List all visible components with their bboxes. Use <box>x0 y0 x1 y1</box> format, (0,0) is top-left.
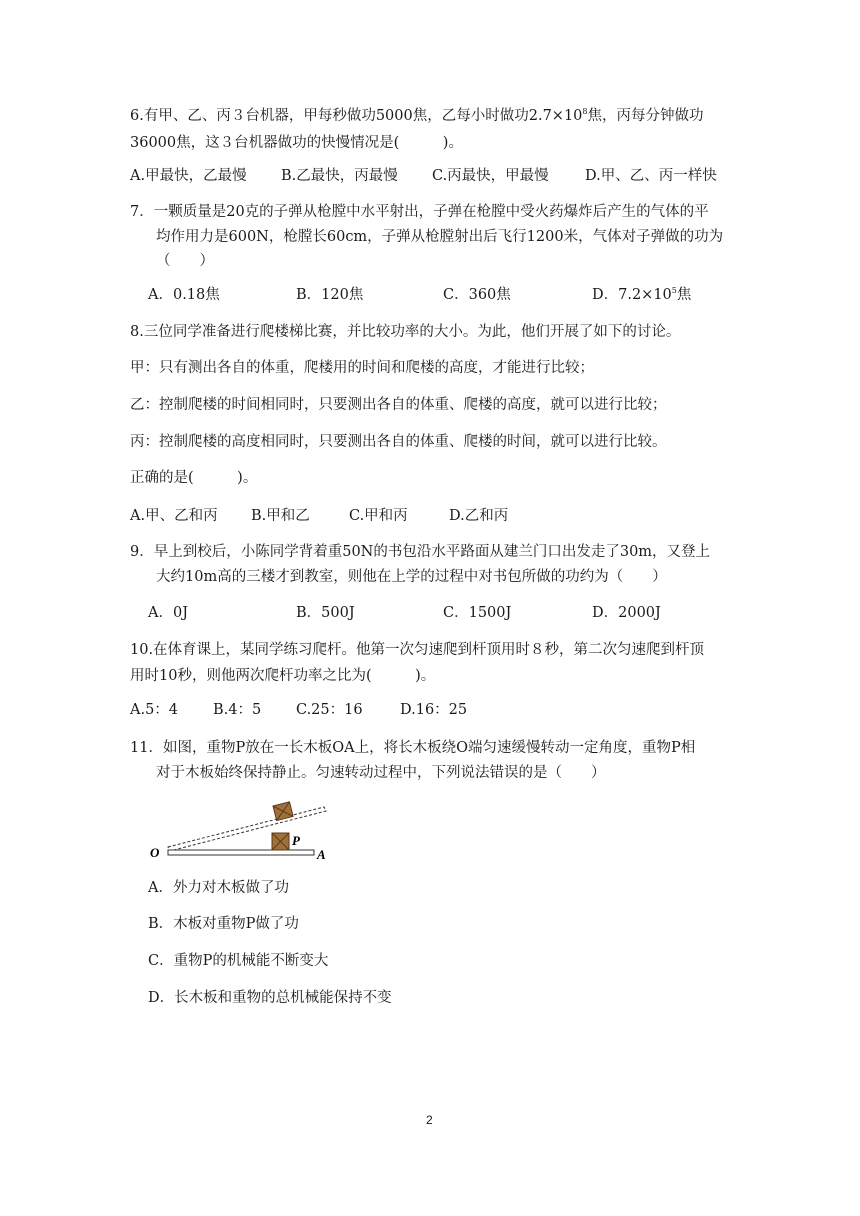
q6-option-c: C.丙最快，甲最慢 <box>432 168 549 184</box>
q8-line5: 正确的是( )。 <box>130 470 258 486</box>
q6-option-a: A.甲最快，乙最慢 <box>130 168 247 184</box>
q11-option-c: C．重物P的机械能不断变大 <box>148 953 329 969</box>
q8-option-b: B.甲和乙 <box>251 508 310 524</box>
label-a: A <box>317 847 326 862</box>
q7-option-d: D．$7.2\times 10^5$焦 <box>592 286 692 303</box>
q9-option-d: D．2000J <box>592 605 661 621</box>
q7-option-c: C．360焦 <box>443 287 511 303</box>
q9-option-c: C．1500J <box>443 605 512 621</box>
label-o: O <box>150 845 160 860</box>
q9-option-b: B．500J <box>296 605 355 621</box>
q10-line1: 10.在体育课上，某同学练习爬杆。他第一次匀速爬到杆顶用时８秒，第二次匀速爬到杆顶 <box>130 642 705 658</box>
q10-option-b: B.4：5 <box>213 702 262 718</box>
label-p: P <box>292 833 300 848</box>
board-oa <box>168 850 314 855</box>
q7-option-b: B．120焦 <box>296 287 364 303</box>
q8-option-d: D.乙和丙 <box>449 508 509 524</box>
q11-option-b: B．木板对重物P做了功 <box>148 916 299 932</box>
q8-line1: 8.三位同学准备进行爬楼梯比赛，并比较功率的大小。为此，他们开展了如下的讨论。 <box>130 324 681 340</box>
q11-line1: 11．如图，重物P放在一长木板OA上，将长木板绕O端匀速缓慢转动一定角度，重物P相 <box>130 740 696 756</box>
incline-diagram <box>148 795 348 865</box>
q6-line1: 6.有甲、乙、丙３台机器，甲每秒做功5000焦，乙每小时做功$2.7\times 10^8$焦，丙每分钟做功 <box>130 107 704 124</box>
q7-option-a: A．0.18焦 <box>148 287 220 303</box>
q8-option-c: C.甲和丙 <box>349 508 408 524</box>
q6-option-d: D.甲、乙、丙一样快 <box>585 168 717 184</box>
rotated-weight-icon <box>273 802 293 821</box>
q9-line2: 大约10m高的三楼才到教室，则他在上学的过程中对书包所做的功约为（ ） <box>156 569 667 585</box>
q7-line1: 7．一颗质量是20克的子弹从枪膛中水平射出，子弹在枪膛中受火药爆炸后产生的气体的平 <box>130 204 709 220</box>
q10-line2: 用时10秒，则他两次爬杆功率之比为( )。 <box>130 668 436 684</box>
q10-option-a: A.5：4 <box>130 702 179 718</box>
q9-line1: 9．早上到校后，小陈同学背着重50N的书包沿水平路面从建兰门口出发走了30m，又登上 <box>130 544 711 560</box>
q11-option-d: D．长木板和重物的总机械能保持不变 <box>148 990 392 1006</box>
incline-figure <box>148 795 348 869</box>
q9-option-a: A．0J <box>148 605 189 621</box>
q8-line3: 乙：控制爬楼的时间相同时，只要测出各自的体重、爬楼的高度，就可以进行比较； <box>130 397 667 413</box>
q11-line2: 对于木板始终保持静止。匀速转动过程中，下列说法错误的是（ ） <box>156 765 606 781</box>
q10-option-c: C.25：16 <box>296 702 363 718</box>
weight-p-icon <box>272 833 289 850</box>
q11-option-a: A．外力对木板做了功 <box>148 880 289 896</box>
q6-line2: 36000焦，这３台机器做功的快慢情况是( )。 <box>130 135 463 151</box>
q6-option-b: B.乙最快，丙最慢 <box>281 168 398 184</box>
q7-line3: （ ） <box>156 253 214 269</box>
q10-option-d: D.16：25 <box>400 702 468 718</box>
q7-line2: 均作用力是600N，枪膛长60cm，子弹从枪膛射出后飞行1200米，气体对子弹做的功为 <box>156 229 724 245</box>
q8-line4: 丙：控制爬楼的高度相同时，只要测出各自的体重、爬楼的时间，就可以进行比较。 <box>130 434 667 450</box>
q8-option-a: A.甲、乙和丙 <box>130 508 218 524</box>
rotated-board <box>168 807 326 851</box>
page-number: 2 <box>426 1113 433 1127</box>
q8-line2: 甲：只有测出各自的体重，爬楼用的时间和爬楼的高度，才能进行比较； <box>130 360 594 376</box>
